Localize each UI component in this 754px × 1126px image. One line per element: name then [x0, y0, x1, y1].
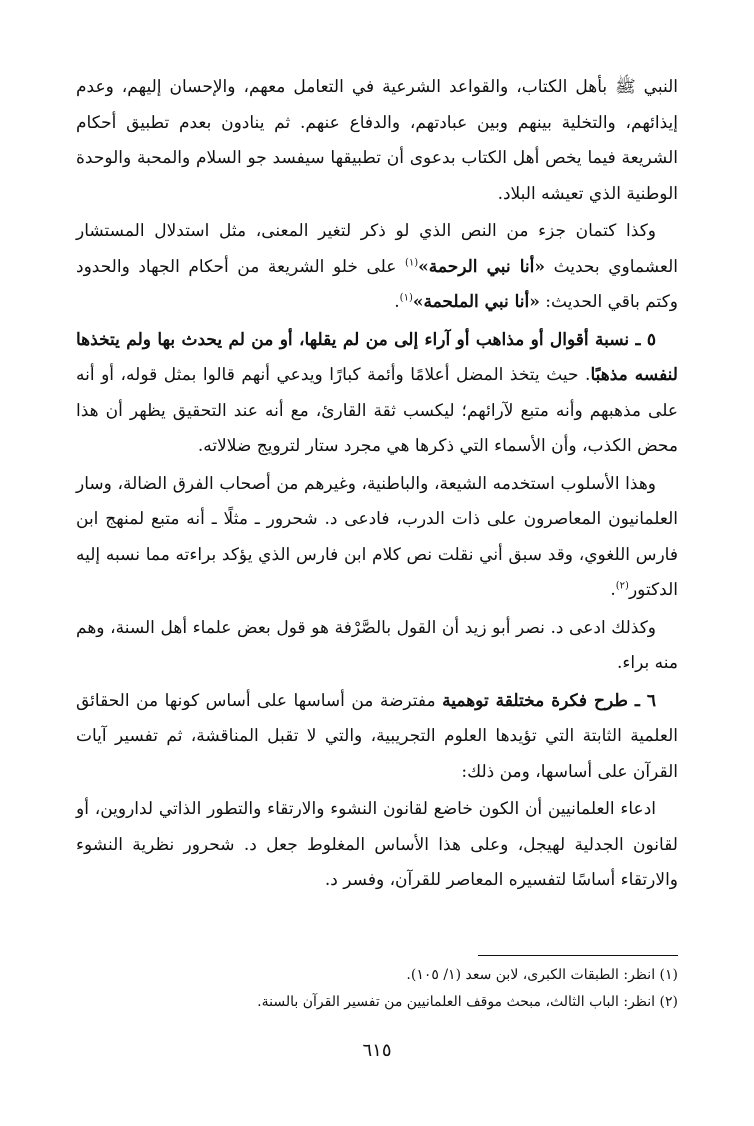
- text-run: على خلو الشريعة من أحكام الجهاد والحدود وكتم باقي الحديث:: [76, 256, 678, 312]
- text-run: .: [610, 580, 616, 600]
- emphasis-text: «أنا نبي الرحمة»: [418, 256, 545, 277]
- text-run: وكذا كتمان جزء من النص الذي لو ذكر لتغير المعنى، مثل استدلال المستشار العشماوي بحديث: [76, 221, 678, 277]
- paragraph: [76, 792, 678, 899]
- text-run: ادعاء العلمانيين أن الكون خاضع لقانون النشوء والارتقاء والتطور الذاتي لداروين، أو لقانون الجدلية لهيجل، وعلى هذا الأساس المغلوط جعل د. شحرور نظرية النشوء والارتقاء أساسًا لتفسيره المعاصر للقرآن، وفسر د.: [76, 799, 678, 890]
- paragraph: [76, 611, 678, 682]
- paragraph: [76, 70, 678, 212]
- page-number: ٦١٥: [362, 1040, 392, 1061]
- text-run: وهذا الأسلوب استخدمه الشيعة، والباطنية، وغيرهم من أصحاب الفرق الضالة، وسار العلمانيون المعاصرون على ذات الدرب، فادعى د. شحرور ـ مثلًا ـ أنه متبع لمنهج ابن فارس اللغوي، وقد سبق أني نقلت نص كلام ابن فارس الذي يؤكد براءته مما نسبه إليه الدكتور: [76, 473, 678, 600]
- footnote-text: انظر: الطبقات الكبرى، لابن سعد (١/ ١٠٥).: [406, 967, 656, 983]
- paragraph: [76, 323, 678, 465]
- footnote-marker: (١): [659, 967, 678, 983]
- paragraph: [76, 684, 678, 791]
- emphasis-text: ٥ ـ نسبة أقوال أو مذاهب أو آراء إلى من لم يقلها، أو من لم يحدث بها ولم يتخذها لنفسه مذهبًا: [76, 329, 678, 385]
- text-run: .: [394, 292, 400, 312]
- footnote-marker: (٢): [659, 994, 678, 1010]
- paragraph: [76, 467, 678, 609]
- footnote-text: انظر: الباب الثالث، مبحث موقف العلمانيين من تفسير القرآن بالسنة.: [257, 994, 656, 1010]
- body-text: [76, 70, 678, 899]
- text-run: مفترضة من أساسها على أساس كونها من الحقائق العلمية الثابتة التي تؤيدها العلوم التجريبية، والتي لا تقبل المناقشة، ثم تفسير آيات القرآن على أساسها، ومن ذلك:: [76, 690, 678, 782]
- emphasis-text: ٦ ـ طرح فكرة مختلقة توهمية: [442, 690, 656, 711]
- footnotes: [76, 962, 678, 1016]
- footnote-ref: (٢): [615, 580, 629, 592]
- footnote: [76, 989, 678, 1016]
- emphasis-text: «أنا نبي الملحمة»: [412, 292, 540, 312]
- footnote: [76, 962, 678, 989]
- text-run: وكذلك ادعى د. نصر أبو زيد أن القول بالصَّرْفة هو قول بعض علماء أهل السنة، وهم منه براء.: [76, 617, 678, 673]
- paragraph: [76, 214, 678, 321]
- footnote-ref: (١): [404, 256, 419, 268]
- footnote-divider: [478, 955, 678, 956]
- text-run: . حيث يتخذ المضل أعلامًا وأئمة كبارًا ويدعي أنهم قالوا بمثل قوله، أو أنه على مذهبهم وأنه متبع لآرائهم؛ ليكسب ثقة القارئ، مع أنه عند التحقيق يظهر أن هذا محض الكذب، وأن الأسماء التي ذكرها هي مجرد ستار لترويج ضلالاته.: [76, 365, 678, 456]
- footnote-ref: (١): [399, 292, 413, 304]
- text-run: النبي ﷺ بأهل الكتاب، والقواعد الشرعية في التعامل معهم، والإحسان إليهم، وعدم إيذائهم، والتخلية بينهم وبين عبادتهم، والدفاع عنهم. ثم ينادون بعدم تطبيق أحكام الشريعة فيما يخص أهل الكتاب بدعوى أن تطبيقها سيفسد جو السلام والمحبة والوحدة الوطنية الذي تعيشه البلاد.: [76, 77, 678, 204]
